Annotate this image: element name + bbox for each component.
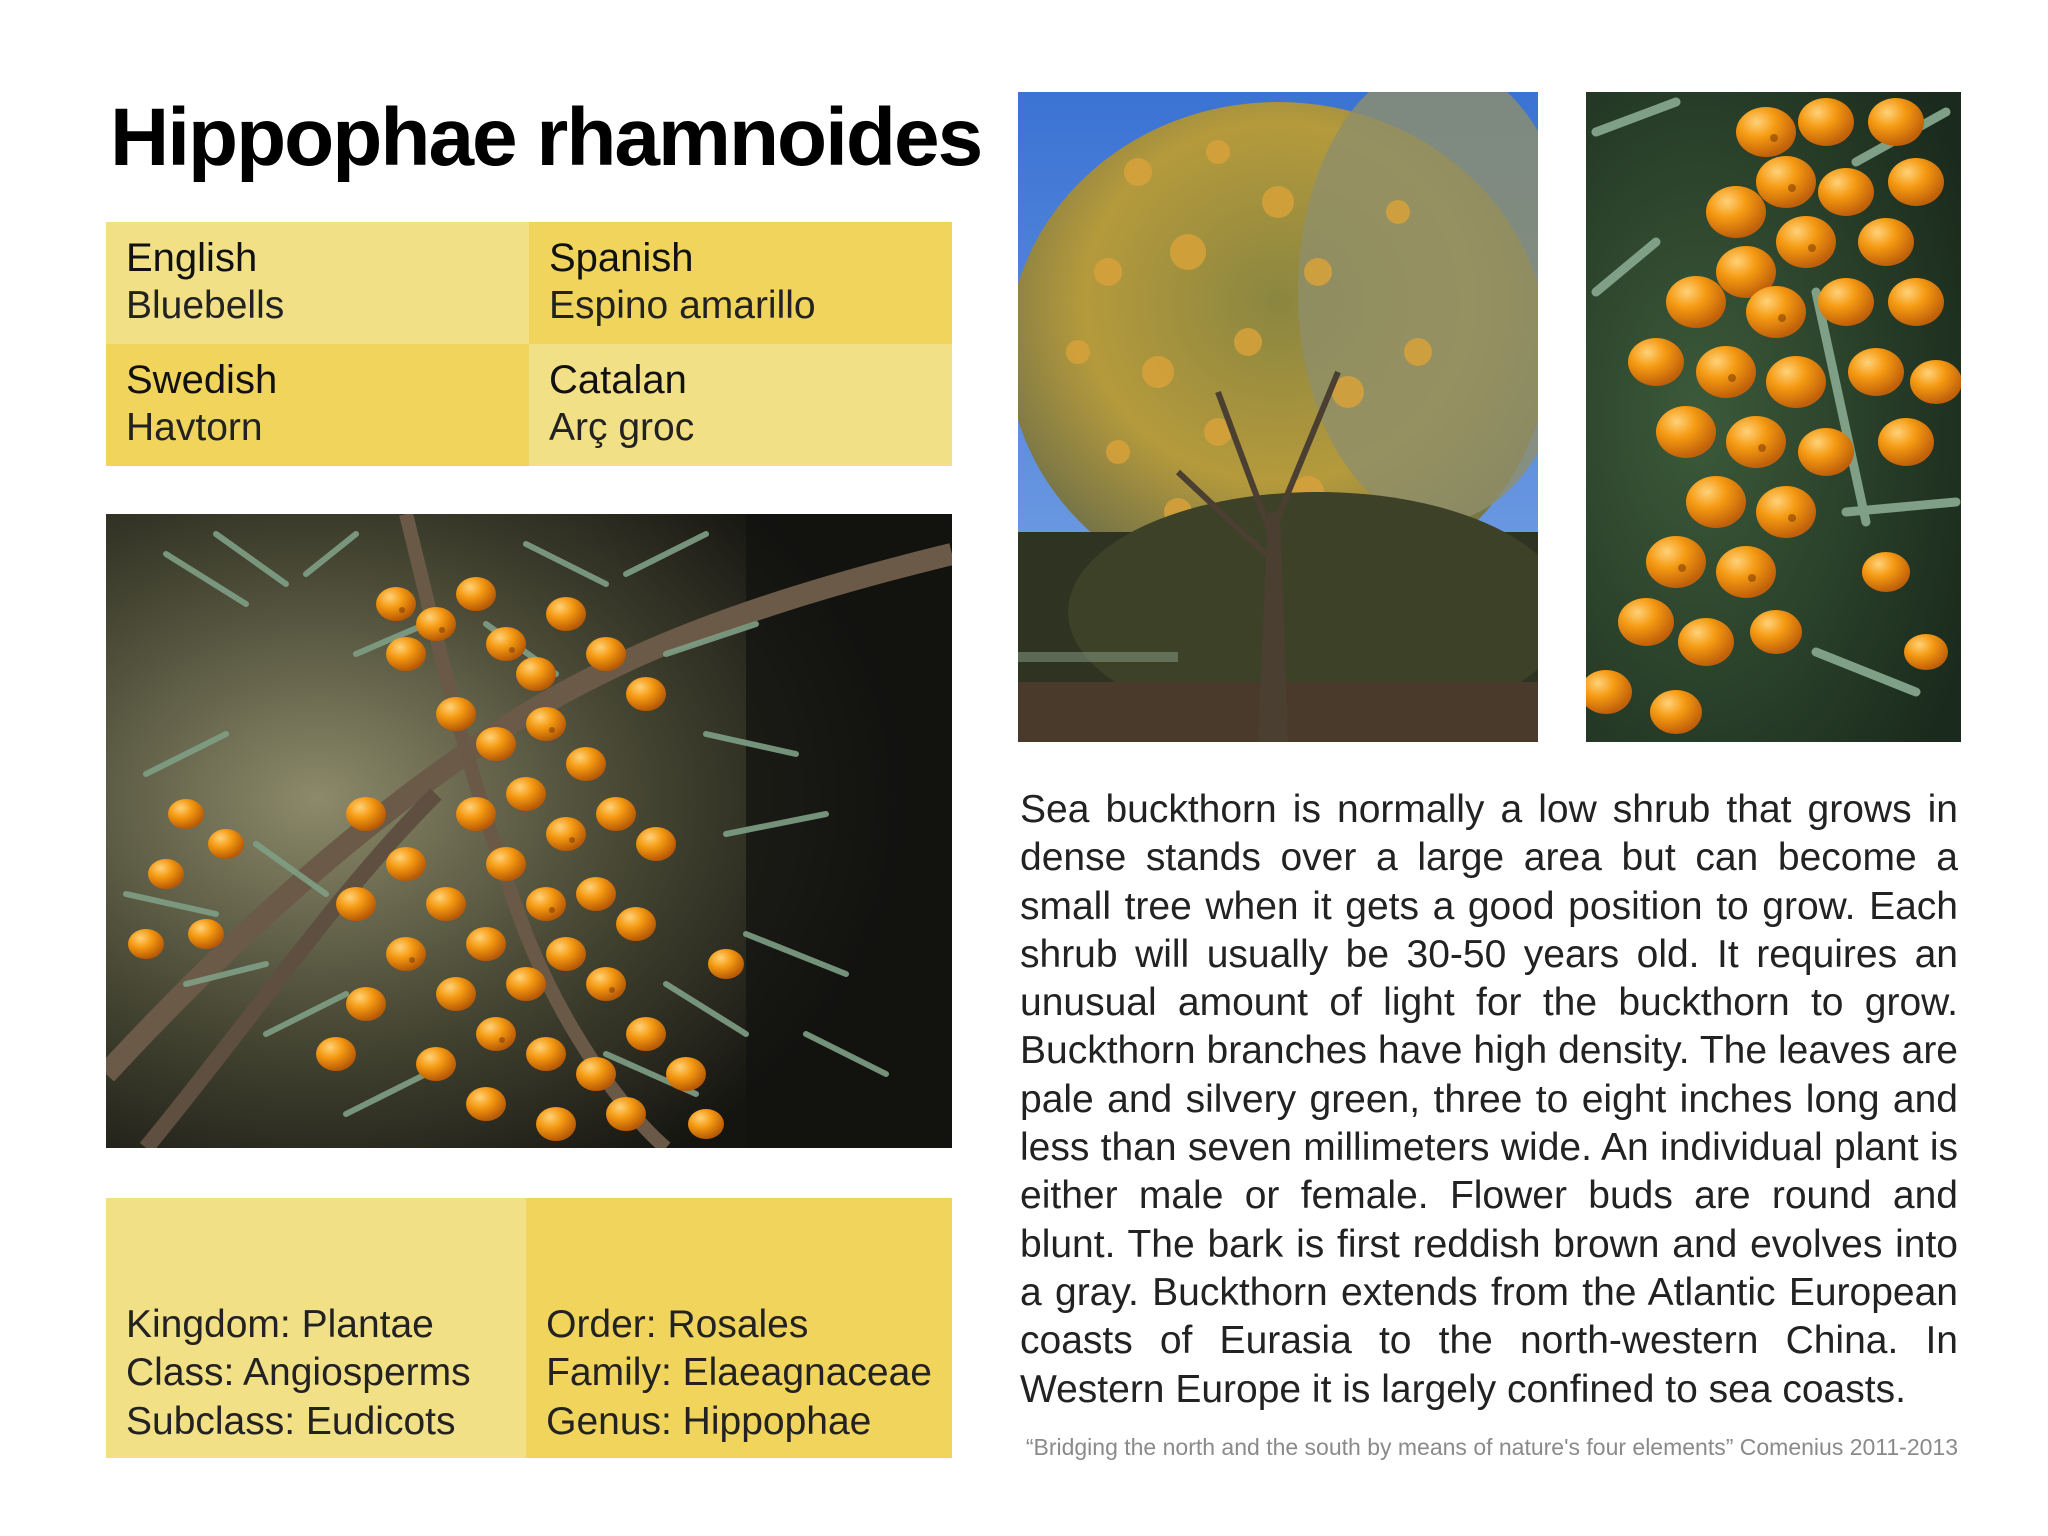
tree-photo bbox=[1018, 92, 1538, 742]
language-label: English bbox=[126, 236, 258, 280]
common-name-value: Havtorn bbox=[126, 406, 263, 449]
taxonomy-subclass: Subclass: Eudicots bbox=[126, 1399, 456, 1443]
common-names-table bbox=[106, 222, 952, 466]
taxonomy-kingdom: Kingdom: Plantae bbox=[126, 1302, 434, 1346]
common-name-value: Bluebells bbox=[126, 284, 285, 327]
taxonomy-genus: Genus: Hippophae bbox=[546, 1399, 872, 1443]
common-name-value: Arç groc bbox=[549, 406, 695, 449]
language-label: Catalan bbox=[549, 358, 687, 402]
common-name-english bbox=[106, 222, 529, 344]
taxonomy-table bbox=[106, 1198, 952, 1458]
project-credit: “Bridging the north and the south by means of nature's four elements” Comenius 2011-2013 bbox=[1025, 1434, 1958, 1460]
common-name-swedish bbox=[106, 344, 529, 466]
taxonomy-family: Family: Elaeagnaceae bbox=[546, 1351, 932, 1394]
common-name-spanish bbox=[529, 222, 952, 344]
taxonomy-order: Order: Rosales bbox=[546, 1302, 809, 1346]
berry-branch-photo bbox=[106, 514, 952, 1148]
common-name-value: Espino amarillo bbox=[549, 284, 816, 327]
taxonomy-class: Class: Angiosperms bbox=[126, 1351, 471, 1394]
taxonomy-column-right bbox=[526, 1198, 952, 1458]
species-description: Sea buckthorn is normally a low shrub that grows in dense stands over a large area but can become a small tree when it gets a good position to grow. Each shrub will usually be 30-50 years old. It requires an unusual amount of light for the buckthorn to grow. Buckthorn branches have high density. The leaves are pale and silvery green, three to eight inches long and less than seven millimeters wide. An individual plant is either male or female. Flower buds are round and blunt. The bark is first reddish brown and evolves into a gray. Buckthorn extends from the Atlantic European coasts of Eurasia to the north-western China. In Western Europe it is largely confined to sea coasts. bbox=[1020, 788, 1958, 1411]
common-name-catalan bbox=[529, 344, 952, 466]
berries-closeup-photo bbox=[1586, 92, 1961, 742]
taxonomy-column-left bbox=[106, 1198, 526, 1458]
language-label: Swedish bbox=[126, 358, 278, 402]
language-label: Spanish bbox=[549, 236, 694, 280]
page-title: Hippophae rhamnoides bbox=[110, 92, 982, 183]
